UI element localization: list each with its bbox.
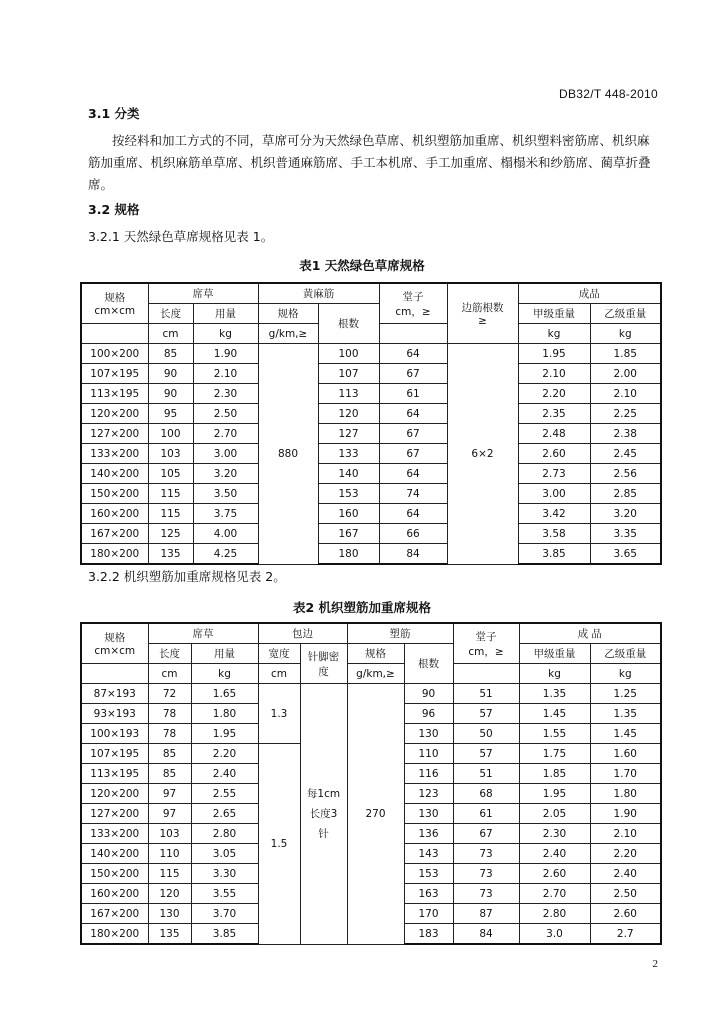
document-code: DB32/T 448-2010 bbox=[558, 87, 658, 101]
table-2-caption: 表2 机织塑筋加重席规格 bbox=[292, 600, 432, 615]
cell-usage: 4.25 bbox=[193, 544, 258, 565]
table-row bbox=[81, 424, 661, 444]
cell-length: 103 bbox=[148, 444, 193, 464]
table-row bbox=[81, 524, 661, 544]
cell-length: 90 bbox=[148, 384, 193, 404]
table-row bbox=[81, 484, 661, 504]
cell-grade-a: 2.30 bbox=[519, 824, 590, 844]
cell-spec: 120×200 bbox=[81, 784, 148, 804]
cell-grade-b: 2.40 bbox=[590, 864, 661, 884]
table-row bbox=[81, 544, 661, 565]
cell-spec: 107×195 bbox=[81, 364, 148, 384]
cell-length: 97 bbox=[148, 784, 191, 804]
cell-tangzi: 73 bbox=[453, 844, 519, 864]
cell-spec: 150×200 bbox=[81, 484, 148, 504]
header-xicao: 席草 bbox=[148, 623, 258, 644]
cell-length: 90 bbox=[148, 364, 193, 384]
cell-length: 95 bbox=[148, 404, 193, 424]
cell-spec: 140×200 bbox=[81, 464, 148, 484]
cell-jute-count: 100 bbox=[318, 344, 379, 364]
unit-tangzi-blank bbox=[453, 664, 519, 684]
header-density: 针脚密 度 bbox=[300, 644, 347, 684]
unit-blank bbox=[81, 664, 148, 684]
cell-jute-count: 107 bbox=[318, 364, 379, 384]
cell-plastic-count: 163 bbox=[404, 884, 453, 904]
header-usage: 用量 bbox=[193, 304, 258, 324]
cell-length: 85 bbox=[148, 344, 193, 364]
cell-grade-a: 1.95 bbox=[519, 784, 590, 804]
cell-usage: 2.80 bbox=[191, 824, 258, 844]
cell-grade-b: 2.56 bbox=[590, 464, 661, 484]
unit-grade-b: kg bbox=[590, 664, 661, 684]
cell-grade-b: 2.10 bbox=[590, 384, 661, 404]
header-usage: 用量 bbox=[191, 644, 258, 664]
cell-spec: 127×200 bbox=[81, 804, 148, 824]
table-1 bbox=[80, 282, 662, 565]
cell-usage: 3.55 bbox=[191, 884, 258, 904]
section-3-1-line-2: 筋加重席、机织麻筋单草席、机织普通麻筋席、手工本机席、手工加重席、榻榻米和纱筋席、蔺草折叠 bbox=[88, 155, 651, 170]
cell-jute-count: 120 bbox=[318, 404, 379, 424]
table-2 bbox=[80, 622, 662, 945]
cell-length: 135 bbox=[148, 924, 191, 945]
cell-tangzi: 64 bbox=[379, 344, 447, 364]
cell-length: 115 bbox=[148, 484, 193, 504]
header-length: 长度 bbox=[148, 644, 191, 664]
cell-jute-count: 180 bbox=[318, 544, 379, 565]
cell-grade-a: 2.20 bbox=[518, 384, 590, 404]
cell-plastic-count: 130 bbox=[404, 804, 453, 824]
cell-grade-a: 2.60 bbox=[518, 444, 590, 464]
cell-length: 85 bbox=[148, 744, 191, 764]
cell-length: 120 bbox=[148, 884, 191, 904]
cell-grade-a: 1.55 bbox=[519, 724, 590, 744]
cell-plastic-count: 116 bbox=[404, 764, 453, 784]
cell-usage: 2.50 bbox=[193, 404, 258, 424]
cell-usage: 2.70 bbox=[193, 424, 258, 444]
cell-plastic-count: 130 bbox=[404, 724, 453, 744]
cell-grade-a: 1.45 bbox=[519, 704, 590, 724]
cell-usage: 1.80 bbox=[191, 704, 258, 724]
cell-usage: 1.90 bbox=[193, 344, 258, 364]
header-baobian: 包边 bbox=[258, 623, 347, 644]
cell-plastic-count: 96 bbox=[404, 704, 453, 724]
cell-usage: 4.00 bbox=[193, 524, 258, 544]
header-huangmajin: 黄麻筋 bbox=[258, 283, 379, 304]
cell-grade-a: 2.73 bbox=[518, 464, 590, 484]
cell-tangzi: 61 bbox=[379, 384, 447, 404]
cell-tangzi: 57 bbox=[453, 744, 519, 764]
cell-grade-b: 2.10 bbox=[590, 824, 661, 844]
cell-spec: 100×193 bbox=[81, 724, 148, 744]
table-1-caption: 表1 天然绿色草席规格 bbox=[299, 258, 425, 273]
cell-jute-count: 167 bbox=[318, 524, 379, 544]
cell-tangzi: 67 bbox=[453, 824, 519, 844]
cell-plastic-count: 170 bbox=[404, 904, 453, 924]
cell-length: 100 bbox=[148, 424, 193, 444]
section-3-2-heading: 3.2 规格 bbox=[88, 202, 140, 217]
unit-length: cm bbox=[148, 324, 193, 344]
cell-jute-spec: 880 bbox=[258, 344, 318, 565]
cell-grade-a: 2.05 bbox=[519, 804, 590, 824]
cell-spec: 100×200 bbox=[81, 344, 148, 364]
header-grade-a: 甲级重量 bbox=[518, 304, 590, 324]
cell-length: 78 bbox=[148, 704, 191, 724]
cell-jute-count: 113 bbox=[318, 384, 379, 404]
unit-length: cm bbox=[148, 664, 191, 684]
cell-jute-count: 160 bbox=[318, 504, 379, 524]
cell-tangzi: 74 bbox=[379, 484, 447, 504]
cell-tangzi: 87 bbox=[453, 904, 519, 924]
cell-tangzi: 50 bbox=[453, 724, 519, 744]
cell-usage: 2.20 bbox=[191, 744, 258, 764]
cell-grade-a: 2.80 bbox=[519, 904, 590, 924]
cell-grade-b: 2.50 bbox=[590, 884, 661, 904]
section-3-2-1-text: 3.2.1 天然绿色草席规格见表 1。 bbox=[88, 229, 274, 244]
cell-length: 97 bbox=[148, 804, 191, 824]
header-width: 宽度 bbox=[258, 644, 300, 664]
cell-grade-a: 3.58 bbox=[518, 524, 590, 544]
section-3-1-heading: 3.1 分类 bbox=[88, 106, 140, 121]
header-sujin: 塑筋 bbox=[347, 623, 453, 644]
cell-grade-b: 1.45 bbox=[590, 724, 661, 744]
cell-usage: 3.75 bbox=[193, 504, 258, 524]
header-jute-count: 根数 bbox=[318, 304, 379, 344]
cell-grade-a: 3.0 bbox=[519, 924, 590, 945]
cell-grade-b: 2.45 bbox=[590, 444, 661, 464]
cell-tangzi: 68 bbox=[453, 784, 519, 804]
cell-spec: 87×193 bbox=[81, 684, 148, 704]
cell-spec: 113×195 bbox=[81, 764, 148, 784]
cell-grade-a: 2.35 bbox=[518, 404, 590, 424]
cell-grade-a: 2.40 bbox=[519, 844, 590, 864]
unit-grade-b: kg bbox=[590, 324, 661, 344]
cell-grade-a: 2.60 bbox=[519, 864, 590, 884]
cell-jute-count: 133 bbox=[318, 444, 379, 464]
cell-grade-b: 2.00 bbox=[590, 364, 661, 384]
cell-usage: 3.30 bbox=[191, 864, 258, 884]
cell-plastic-count: 90 bbox=[404, 684, 453, 704]
cell-usage: 2.65 bbox=[191, 804, 258, 824]
unit-grade-a: kg bbox=[519, 664, 590, 684]
cell-spec: 167×200 bbox=[81, 524, 148, 544]
header-plastic-spec: 规格 bbox=[347, 644, 404, 664]
cell-spec: 120×200 bbox=[81, 404, 148, 424]
cell-tangzi: 64 bbox=[379, 504, 447, 524]
unit-width: cm bbox=[258, 664, 300, 684]
cell-jute-count: 153 bbox=[318, 484, 379, 504]
cell-usage: 3.85 bbox=[191, 924, 258, 945]
cell-tangzi: 61 bbox=[453, 804, 519, 824]
section-3-2-2-text: 3.2.2 机织塑筋加重席规格见表 2。 bbox=[88, 569, 286, 584]
cell-grade-b: 1.60 bbox=[590, 744, 661, 764]
cell-tangzi: 73 bbox=[453, 864, 519, 884]
unit-usage: kg bbox=[193, 324, 258, 344]
cell-length: 85 bbox=[148, 764, 191, 784]
cell-usage: 3.05 bbox=[191, 844, 258, 864]
cell-usage: 2.10 bbox=[193, 364, 258, 384]
cell-plastic-count: 136 bbox=[404, 824, 453, 844]
cell-tangzi: 67 bbox=[379, 444, 447, 464]
header-bianjin: 边筋根数 ≥ bbox=[447, 283, 518, 344]
cell-grade-a: 3.85 bbox=[518, 544, 590, 565]
cell-spec: 113×195 bbox=[81, 384, 148, 404]
cell-grade-a: 3.00 bbox=[518, 484, 590, 504]
cell-grade-b: 2.7 bbox=[590, 924, 661, 945]
cell-usage: 3.00 bbox=[193, 444, 258, 464]
cell-grade-a: 1.35 bbox=[519, 684, 590, 704]
cell-grade-b: 1.70 bbox=[590, 764, 661, 784]
cell-grade-b: 3.65 bbox=[590, 544, 661, 565]
header-tangzi: 堂子 cm，≥ bbox=[453, 623, 519, 664]
cell-grade-b: 1.25 bbox=[590, 684, 661, 704]
cell-spec: 140×200 bbox=[81, 844, 148, 864]
cell-usage: 3.70 bbox=[191, 904, 258, 924]
cell-length: 110 bbox=[148, 844, 191, 864]
cell-length: 103 bbox=[148, 824, 191, 844]
cell-width: 1.5 bbox=[258, 744, 300, 945]
cell-grade-a: 1.95 bbox=[518, 344, 590, 364]
cell-usage: 3.20 bbox=[193, 464, 258, 484]
cell-length: 135 bbox=[148, 544, 193, 565]
cell-grade-a: 2.48 bbox=[518, 424, 590, 444]
cell-length: 130 bbox=[148, 904, 191, 924]
header-spec: 规格 cm×cm bbox=[81, 283, 148, 324]
cell-grade-b: 2.20 bbox=[590, 844, 661, 864]
cell-spec: 167×200 bbox=[81, 904, 148, 924]
cell-spec: 93×193 bbox=[81, 704, 148, 724]
table-row bbox=[81, 384, 661, 404]
cell-usage: 3.50 bbox=[193, 484, 258, 504]
unit-tangzi-blank bbox=[379, 324, 447, 344]
header-tangzi: 堂子 cm，≥ bbox=[379, 283, 447, 324]
cell-grade-b: 2.38 bbox=[590, 424, 661, 444]
cell-usage: 1.65 bbox=[191, 684, 258, 704]
cell-spec: 160×200 bbox=[81, 504, 148, 524]
cell-tangzi: 64 bbox=[379, 404, 447, 424]
cell-tangzi: 67 bbox=[379, 424, 447, 444]
cell-tangzi: 57 bbox=[453, 704, 519, 724]
header-grade-b: 乙级重量 bbox=[590, 304, 661, 324]
cell-length: 78 bbox=[148, 724, 191, 744]
cell-grade-a: 2.10 bbox=[518, 364, 590, 384]
cell-tangzi: 66 bbox=[379, 524, 447, 544]
cell-usage: 2.30 bbox=[193, 384, 258, 404]
cell-length: 72 bbox=[148, 684, 191, 704]
cell-plastic-count: 143 bbox=[404, 844, 453, 864]
cell-tangzi: 51 bbox=[453, 684, 519, 704]
cell-grade-b: 3.35 bbox=[590, 524, 661, 544]
cell-tangzi: 73 bbox=[453, 884, 519, 904]
cell-grade-b: 1.80 bbox=[590, 784, 661, 804]
cell-jute-count: 127 bbox=[318, 424, 379, 444]
cell-usage: 2.40 bbox=[191, 764, 258, 784]
unit-jute-spec: g/km,≥ bbox=[258, 324, 318, 344]
cell-plastic-count: 123 bbox=[404, 784, 453, 804]
table-row bbox=[81, 364, 661, 384]
header-xicao: 席草 bbox=[148, 283, 258, 304]
header-chengpin: 成 品 bbox=[519, 623, 661, 644]
cell-jute-count: 140 bbox=[318, 464, 379, 484]
table-row bbox=[81, 404, 661, 424]
cell-grade-b: 3.20 bbox=[590, 504, 661, 524]
table-row bbox=[81, 464, 661, 484]
cell-tangzi: 64 bbox=[379, 464, 447, 484]
cell-spec: 150×200 bbox=[81, 864, 148, 884]
cell-plastic-spec: 270 bbox=[347, 684, 404, 945]
cell-edge-count: 6×2 bbox=[447, 344, 518, 565]
cell-spec: 133×200 bbox=[81, 824, 148, 844]
cell-grade-a: 1.75 bbox=[519, 744, 590, 764]
cell-spec: 180×200 bbox=[81, 924, 148, 945]
cell-grade-a: 2.70 bbox=[519, 884, 590, 904]
cell-spec: 160×200 bbox=[81, 884, 148, 904]
cell-length: 105 bbox=[148, 464, 193, 484]
cell-grade-a: 3.42 bbox=[518, 504, 590, 524]
section-3-1-line-3: 席。 bbox=[88, 177, 114, 192]
cell-plastic-count: 153 bbox=[404, 864, 453, 884]
table-row bbox=[81, 504, 661, 524]
cell-length: 125 bbox=[148, 524, 193, 544]
cell-plastic-count: 110 bbox=[404, 744, 453, 764]
header-length: 长度 bbox=[148, 304, 193, 324]
table-row bbox=[81, 684, 661, 704]
cell-spec: 133×200 bbox=[81, 444, 148, 464]
cell-spec: 180×200 bbox=[81, 544, 148, 565]
header-jute-spec: 规格 bbox=[258, 304, 318, 324]
header-grade-b: 乙级重量 bbox=[590, 644, 661, 664]
unit-plastic-spec: g/km,≥ bbox=[347, 664, 404, 684]
header-plastic-count: 根数 bbox=[404, 644, 453, 684]
header-chengpin: 成品 bbox=[518, 283, 661, 304]
cell-grade-b: 1.35 bbox=[590, 704, 661, 724]
unit-usage: kg bbox=[191, 664, 258, 684]
header-spec: 规格 cm×cm bbox=[81, 623, 148, 664]
header-grade-a: 甲级重量 bbox=[519, 644, 590, 664]
cell-grade-a: 1.85 bbox=[519, 764, 590, 784]
cell-length: 115 bbox=[148, 864, 191, 884]
cell-width: 1.3 bbox=[258, 684, 300, 744]
unit-blank bbox=[81, 324, 148, 344]
page-number: 2 bbox=[652, 958, 658, 970]
cell-grade-b: 2.85 bbox=[590, 484, 661, 504]
cell-density: 每1cm长度3针 bbox=[300, 684, 347, 945]
cell-tangzi: 84 bbox=[453, 924, 519, 945]
cell-length: 115 bbox=[148, 504, 193, 524]
unit-grade-a: kg bbox=[518, 324, 590, 344]
section-3-1-line-1: 按经料和加工方式的不同，草席可分为天然绿色草席、机织塑筋加重席、机织塑料密筋席、机织麻 bbox=[112, 133, 650, 148]
cell-usage: 1.95 bbox=[191, 724, 258, 744]
cell-tangzi: 51 bbox=[453, 764, 519, 784]
cell-grade-b: 1.90 bbox=[590, 804, 661, 824]
table-row bbox=[81, 344, 661, 364]
cell-grade-b: 1.85 bbox=[590, 344, 661, 364]
table-row bbox=[81, 444, 661, 464]
cell-spec: 107×195 bbox=[81, 744, 148, 764]
cell-plastic-count: 183 bbox=[404, 924, 453, 945]
cell-grade-b: 2.60 bbox=[590, 904, 661, 924]
cell-usage: 2.55 bbox=[191, 784, 258, 804]
cell-spec: 127×200 bbox=[81, 424, 148, 444]
cell-tangzi: 67 bbox=[379, 364, 447, 384]
cell-tangzi: 84 bbox=[379, 544, 447, 565]
cell-grade-b: 2.25 bbox=[590, 404, 661, 424]
